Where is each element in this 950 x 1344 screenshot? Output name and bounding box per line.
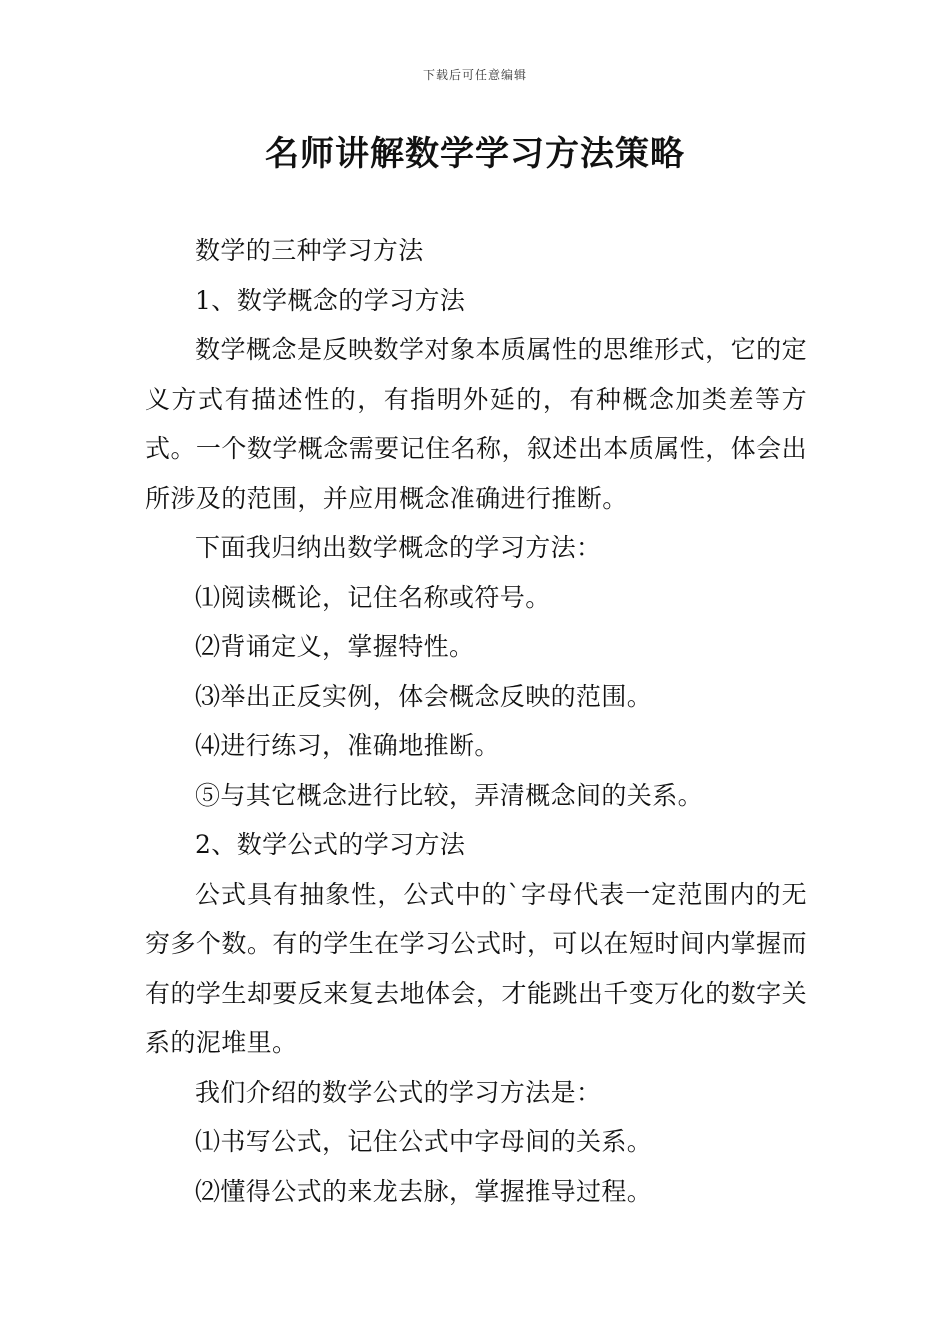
paragraph: 我们介绍的数学公式的学习方法是： — [195, 1077, 602, 1107]
list-item: ⑶举出正反实例，体会概念反映的范围。 — [195, 681, 653, 711]
section-heading: 数学的三种学习方法 — [195, 236, 424, 265]
document-title: 名师讲解数学学习方法策略 — [265, 134, 685, 174]
list-item: ⑷进行练习，准确地推断。 — [195, 731, 500, 760]
list-item: ⑴书写公式，记住公式中字母间的关系。 — [195, 1127, 653, 1156]
header-note: 下载后可任意编辑 — [422, 68, 527, 82]
list-item: ⑤与其它概念进行比较，弄清概念间的关系。 — [195, 780, 704, 810]
list-item: ⑵背诵定义，掌握特性。 — [195, 632, 475, 661]
document-body — [145, 226, 807, 1216]
subsection-heading: 1、数学概念的学习方法 — [195, 285, 466, 315]
paragraph: 下面我归纳出数学概念的学习方法： — [195, 533, 602, 562]
paragraph: 数学概念是反映数学对象本质属性的思维形式，它的定义方式有描述性的，有指明外延的，有种概念加类差等方式。一个数学概念需要记住名称，叙述出本质属性，体会出所涉及的范围，并应用概念准确进行推断。 — [145, 335, 807, 513]
subsection-heading: 2、数学公式的学习方法 — [195, 830, 466, 859]
list-item: ⑴阅读概论，记住名称或符号。 — [195, 582, 551, 612]
list-item: ⑵懂得公式的来龙去脉，掌握推导过程。 — [195, 1176, 653, 1206]
paragraph: 公式具有抽象性，公式中的`字母代表一定范围内的无穷多个数。有的学生在学习公式时，可以在短时间内掌握而有的学生却要反来复去地体会，才能跳出千变万化的数字关系的泥堆里。 — [145, 879, 807, 1057]
